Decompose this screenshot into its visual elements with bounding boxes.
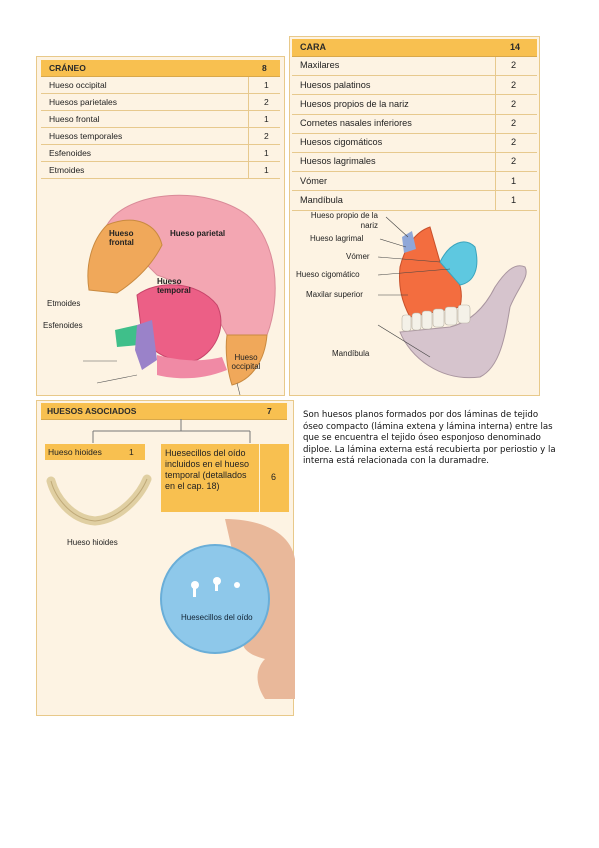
etmoides-bone-shape xyxy=(115,325,139,347)
cara-row-name: Huesos cigomáticos xyxy=(300,137,383,148)
label-hueso-parietal: Hueso parietal xyxy=(170,229,226,238)
cara-row-name: Huesos propios de la nariz xyxy=(300,98,409,109)
label-hueso-occipital: Hueso occipital xyxy=(231,353,261,371)
craneo-row-count: 1 xyxy=(264,164,269,175)
cara-row-name: Maxilares xyxy=(300,60,340,71)
huesecillos-box xyxy=(161,444,289,512)
cara-row-name: Cornetes nasales inferiores xyxy=(300,117,412,128)
craneo-header xyxy=(41,60,280,77)
cara-row-count: 2 xyxy=(511,156,517,167)
craneo-row xyxy=(41,77,280,94)
cara-row-count: 2 xyxy=(511,98,517,109)
craneo-row xyxy=(41,94,280,111)
cara-row-count: 2 xyxy=(511,79,517,90)
craneo-table xyxy=(41,60,280,179)
craneo-row-count: 2 xyxy=(264,130,269,141)
cara-row xyxy=(292,153,537,172)
cara-row-name: Huesos palatinos xyxy=(300,79,371,90)
label-maxilar-superior: Maxilar superior xyxy=(306,290,363,299)
cara-row-count: 1 xyxy=(511,194,517,205)
cara-row-name: Mandíbula xyxy=(300,194,343,205)
cara-row xyxy=(292,95,537,114)
ossicles-disc xyxy=(161,545,269,653)
craneo-row xyxy=(41,128,280,145)
craneo-row-count: 1 xyxy=(264,147,269,158)
craneo-row xyxy=(41,162,280,179)
cara-panel xyxy=(289,36,540,396)
craneo-row-name: Etmoides xyxy=(49,164,85,175)
cara-row-count: 1 xyxy=(511,175,517,186)
label-mandibula: Mandíbula xyxy=(332,349,370,358)
cara-row xyxy=(292,76,537,95)
label-hueso-frontal: Hueso frontal xyxy=(109,229,134,247)
hioides-count: 1 xyxy=(129,447,134,457)
craneo-row xyxy=(41,145,280,162)
craneo-row-name: Hueso frontal xyxy=(49,113,100,124)
cara-row-count: 2 xyxy=(511,137,517,148)
hioides-box xyxy=(45,444,145,460)
craneo-row-name: Huesos parietales xyxy=(49,96,118,107)
description-paragraph: Son huesos planos formados por dos láminas de tejido óseo compacto (lámina extena y lámina interna) entre las que se encuentra el tejido óseo esponjoso denominado diploe. La lámina externa está recubierta por periostio y la interna está relacionada con la duramadre. xyxy=(303,410,556,467)
cara-row-count: 2 xyxy=(511,117,517,128)
cara-row-name: Huesos lagrimales xyxy=(300,156,376,167)
huesecillos-illustration xyxy=(155,519,295,699)
label-esfenoides: Esfenoides xyxy=(43,321,83,330)
craneo-row-name: Huesos temporales xyxy=(49,130,123,141)
cara-row xyxy=(292,134,537,153)
hueso-hioides-illustration xyxy=(45,471,155,531)
huesecillos-caption: Huesecillos del oído xyxy=(181,613,253,622)
hioides-label: Hueso hioides xyxy=(48,447,102,457)
huesecillos-label: Huesecillos del oído incluidos en el hueso temporal (detallados en el cap. 18) xyxy=(165,448,250,491)
cara-row-name: Vómer xyxy=(300,175,328,186)
craneo-row xyxy=(41,111,280,128)
hioides-caption: Hueso hioides xyxy=(67,538,118,547)
craneo-header-count: 8 xyxy=(262,63,267,73)
label-hueso-propio-nariz: Hueso propio de la nariz xyxy=(310,211,378,230)
cara-table xyxy=(292,39,537,211)
cara-header-count: 14 xyxy=(510,42,521,52)
asociados-header xyxy=(41,403,287,420)
label-vomer: Vómer xyxy=(346,252,370,261)
cara-row-count: 2 xyxy=(511,60,517,71)
asociados-header-label: HUESOS ASOCIADOS xyxy=(47,406,137,416)
craneo-panel xyxy=(36,56,285,396)
craneo-row-count: 1 xyxy=(264,113,269,124)
label-hueso-lagrimal: Hueso lagrimal xyxy=(310,234,364,243)
asociados-header-count: 7 xyxy=(267,406,272,416)
cara-row xyxy=(292,115,537,134)
hueso-propio-nariz-shape xyxy=(402,231,416,253)
craneo-row-name: Hueso occipital xyxy=(49,79,107,90)
label-etmoides: Etmoides xyxy=(47,299,81,308)
craneo-row-count: 1 xyxy=(264,79,269,90)
asociados-panel xyxy=(36,400,294,716)
craneo-row-name: Esfenoides xyxy=(49,147,92,158)
craneo-header-label: CRÁNEO xyxy=(49,63,86,73)
cara-header xyxy=(292,39,537,57)
cara-row xyxy=(292,172,537,191)
cara-row xyxy=(292,57,537,76)
craneo-row-count: 2 xyxy=(264,96,269,107)
label-hueso-cigomatico: Hueso cigomático xyxy=(296,270,360,279)
cara-header-label: CARA xyxy=(300,42,326,52)
label-hueso-temporal: Hueso temporal xyxy=(157,277,191,295)
huesecillos-count: 6 xyxy=(271,472,277,482)
